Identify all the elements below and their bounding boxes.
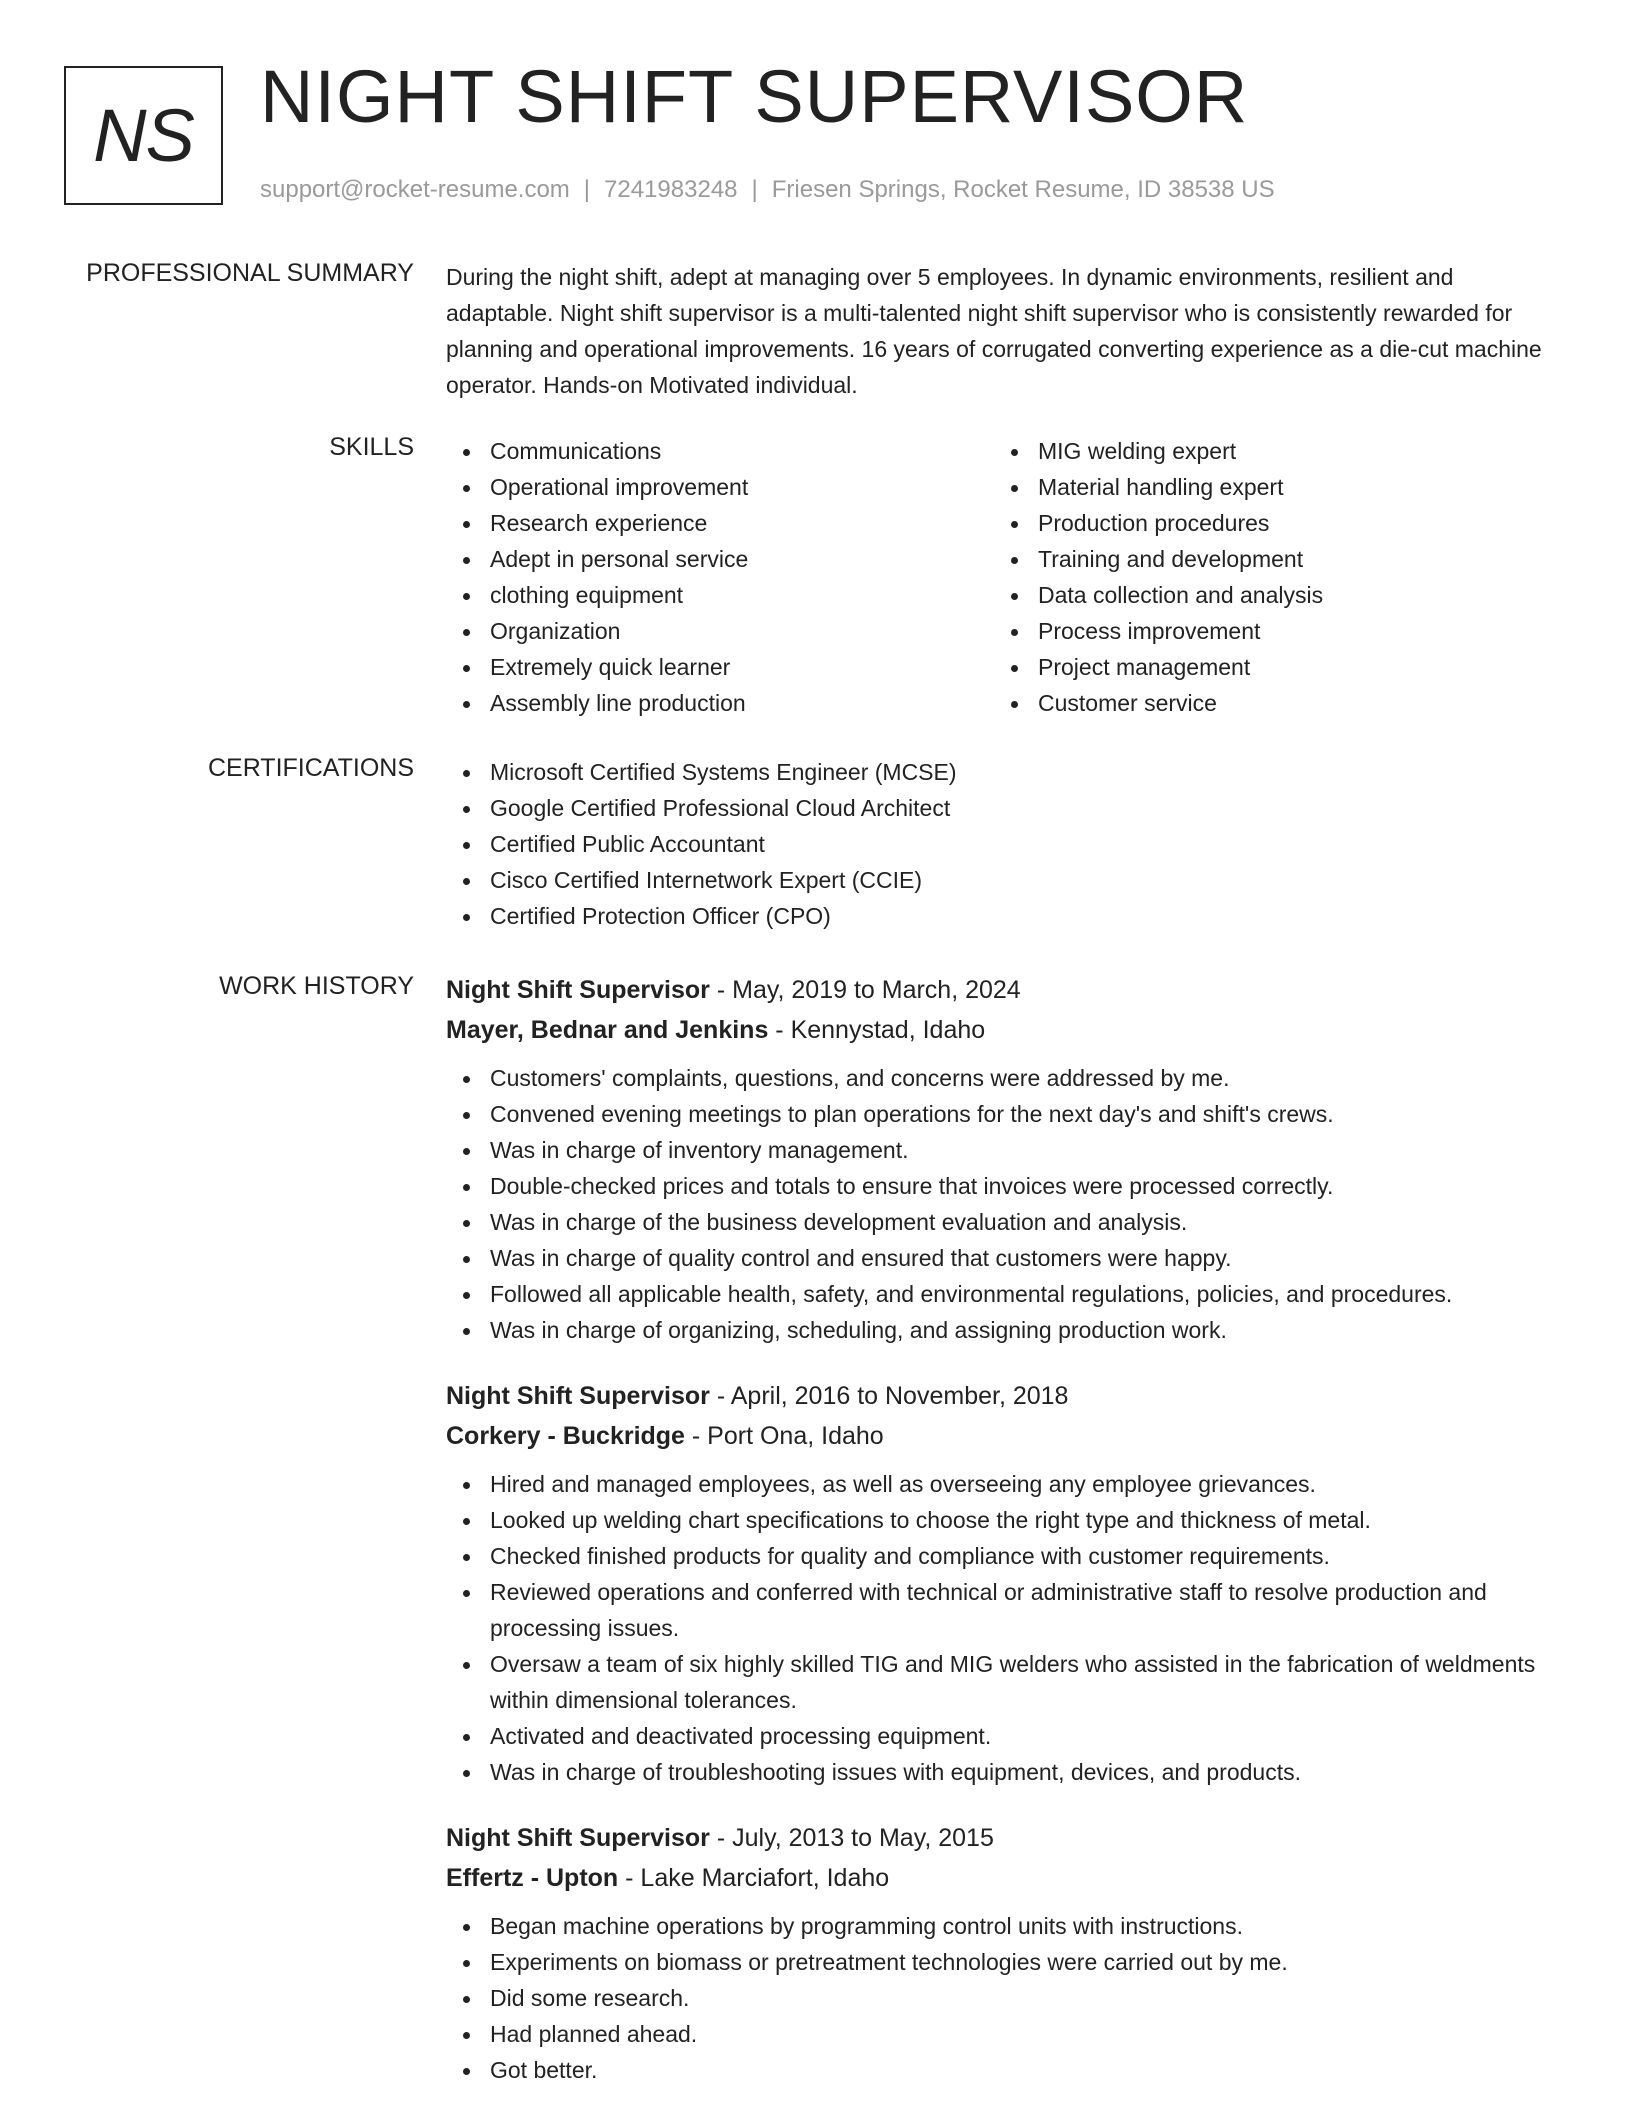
job-bullet: Was in charge of troubleshooting issues with equipment, devices, and products. [446,1754,1546,1790]
section-label-skills: SKILLS [329,433,414,461]
contact-address: Friesen Springs, Rocket Resume, ID 38538 US [771,176,1275,203]
monogram-initials: NS [93,94,194,177]
summary-text: During the night shift, adept at managing over 5 employees. In dynamic environments, resilient and adaptable. Night shift supervisor is a multi-talented night shift supervisor who is consistently rewarded for planning and operational improvements. 16 years of corrugated converting experience as a die-cut machine operator. Hands-on Motivated individual. [446,264,1542,398]
skill-item: Extremely quick learner [446,649,994,685]
job-dates: - April, 2016 to November, 2018 [709,1382,1069,1410]
job-dates: - May, 2019 to March, 2024 [709,976,1021,1004]
job-location: - Port Ona, Idaho [684,1422,884,1450]
job-company-line [446,1010,1546,1050]
skills-column-right [994,433,1542,721]
job-dates: - July, 2013 to May, 2015 [709,1824,994,1852]
skills-column-left [446,433,994,721]
section-label-work-history: WORK HISTORY [219,972,414,1000]
contact-separator: | [583,176,591,203]
job-bullet: Followed all applicable health, safety, and environmental regulations, policies, and procedures. [446,1276,1546,1312]
job-company: Effertz - Upton [446,1864,619,1892]
skill-item: Assembly line production [446,685,994,721]
job-bullet: Was in charge of organizing, scheduling, and assigning production work. [446,1312,1546,1348]
job-bullet: Activated and deactivated processing equipment. [446,1718,1546,1754]
job-title: Night Shift Supervisor [446,1824,710,1852]
job-bullet: Began machine operations by programming control units with instructions. [446,1908,1546,1944]
job-title-line [446,1376,1546,1416]
contact-phone: 7241983248 [604,176,738,203]
certifications-list [446,754,1546,934]
skill-item: clothing equipment [446,577,994,613]
certification-item: Microsoft Certified Systems Engineer (MCSE) [446,754,1546,790]
certification-item: Cisco Certified Internetwork Expert (CCIE) [446,862,1546,898]
job-bullet: Was in charge of quality control and ensured that customers were happy. [446,1240,1546,1276]
job-bullet: Experiments on biomass or pretreatment technologies were carried out by me. [446,1944,1546,1980]
skill-item: Material handling expert [994,469,1542,505]
job-bullet: Checked finished products for quality and compliance with customer requirements. [446,1538,1546,1574]
monogram-box [64,66,223,205]
job-bullet: Hired and managed employees, as well as overseeing any employee grievances. [446,1466,1546,1502]
work-history-list [446,970,1546,2116]
job-bullet: Oversaw a team of six highly skilled TIG and MIG welders who assisted in the fabrication of weldments within dimensional tolerances. [446,1646,1546,1718]
job-company: Mayer, Bednar and Jenkins [446,1016,769,1044]
job-bullets [446,1908,1546,2088]
job-bullets [446,1466,1546,1790]
certification-item: Certified Public Accountant [446,826,1546,862]
contact-email: support@rocket-resume.com [260,176,570,203]
job-title-line [446,1818,1546,1858]
job-title-line [446,970,1546,1010]
skill-item: Data collection and analysis [994,577,1542,613]
skill-item: Process improvement [994,613,1542,649]
job-entry [446,1818,1546,2088]
job-bullet: Convened evening meetings to plan operations for the next day's and shift's crews. [446,1096,1546,1132]
job-bullet: Looked up welding chart specifications to choose the right type and thickness of metal. [446,1502,1546,1538]
job-title: Night Shift Supervisor [446,976,710,1004]
skill-item: Customer service [994,685,1542,721]
job-company-line [446,1858,1546,1898]
skill-item: Research experience [446,505,994,541]
job-bullet: Was in charge of the business development evaluation and analysis. [446,1204,1546,1240]
job-company-line [446,1416,1546,1456]
section-label-summary: PROFESSIONAL SUMMARY [86,259,414,287]
job-bullet: Was in charge of inventory management. [446,1132,1546,1168]
job-bullet: Double-checked prices and totals to ensure that invoices were processed correctly. [446,1168,1546,1204]
job-location: - Kennystad, Idaho [768,1016,986,1044]
skill-item: MIG welding expert [994,433,1542,469]
section-label-certifications: CERTIFICATIONS [207,754,414,782]
job-bullet: Got better. [446,2052,1546,2088]
contact-separator: | [751,176,758,203]
job-entry [446,970,1546,1348]
skill-item: Project management [994,649,1542,685]
job-bullet: Customers' complaints, questions, and concerns were addressed by me. [446,1060,1546,1096]
job-bullet: Reviewed operations and conferred with technical or administrative staff to resolve production and processing issues. [446,1574,1546,1646]
skills-list [446,433,1546,721]
resume-title: NIGHT SHIFT SUPERVISOR [260,55,1249,138]
job-entry [446,1376,1546,1790]
job-location: - Lake Marciafort, Idaho [618,1864,890,1892]
skill-item: Organization [446,613,994,649]
certification-item: Certified Protection Officer (CPO) [446,898,1546,934]
certification-item: Google Certified Professional Cloud Architect [446,790,1546,826]
job-bullet: Had planned ahead. [446,2016,1546,2052]
skill-item: Adept in personal service [446,541,994,577]
skill-item: Production procedures [994,505,1542,541]
skill-item: Training and development [994,541,1542,577]
job-title: Night Shift Supervisor [446,1382,710,1410]
contact-line [260,176,1275,204]
job-bullets [446,1060,1546,1348]
skill-item: Communications [446,433,994,469]
job-company: Corkery - Buckridge [446,1422,685,1450]
skill-item: Operational improvement [446,469,994,505]
job-bullet: Did some research. [446,1980,1546,2016]
